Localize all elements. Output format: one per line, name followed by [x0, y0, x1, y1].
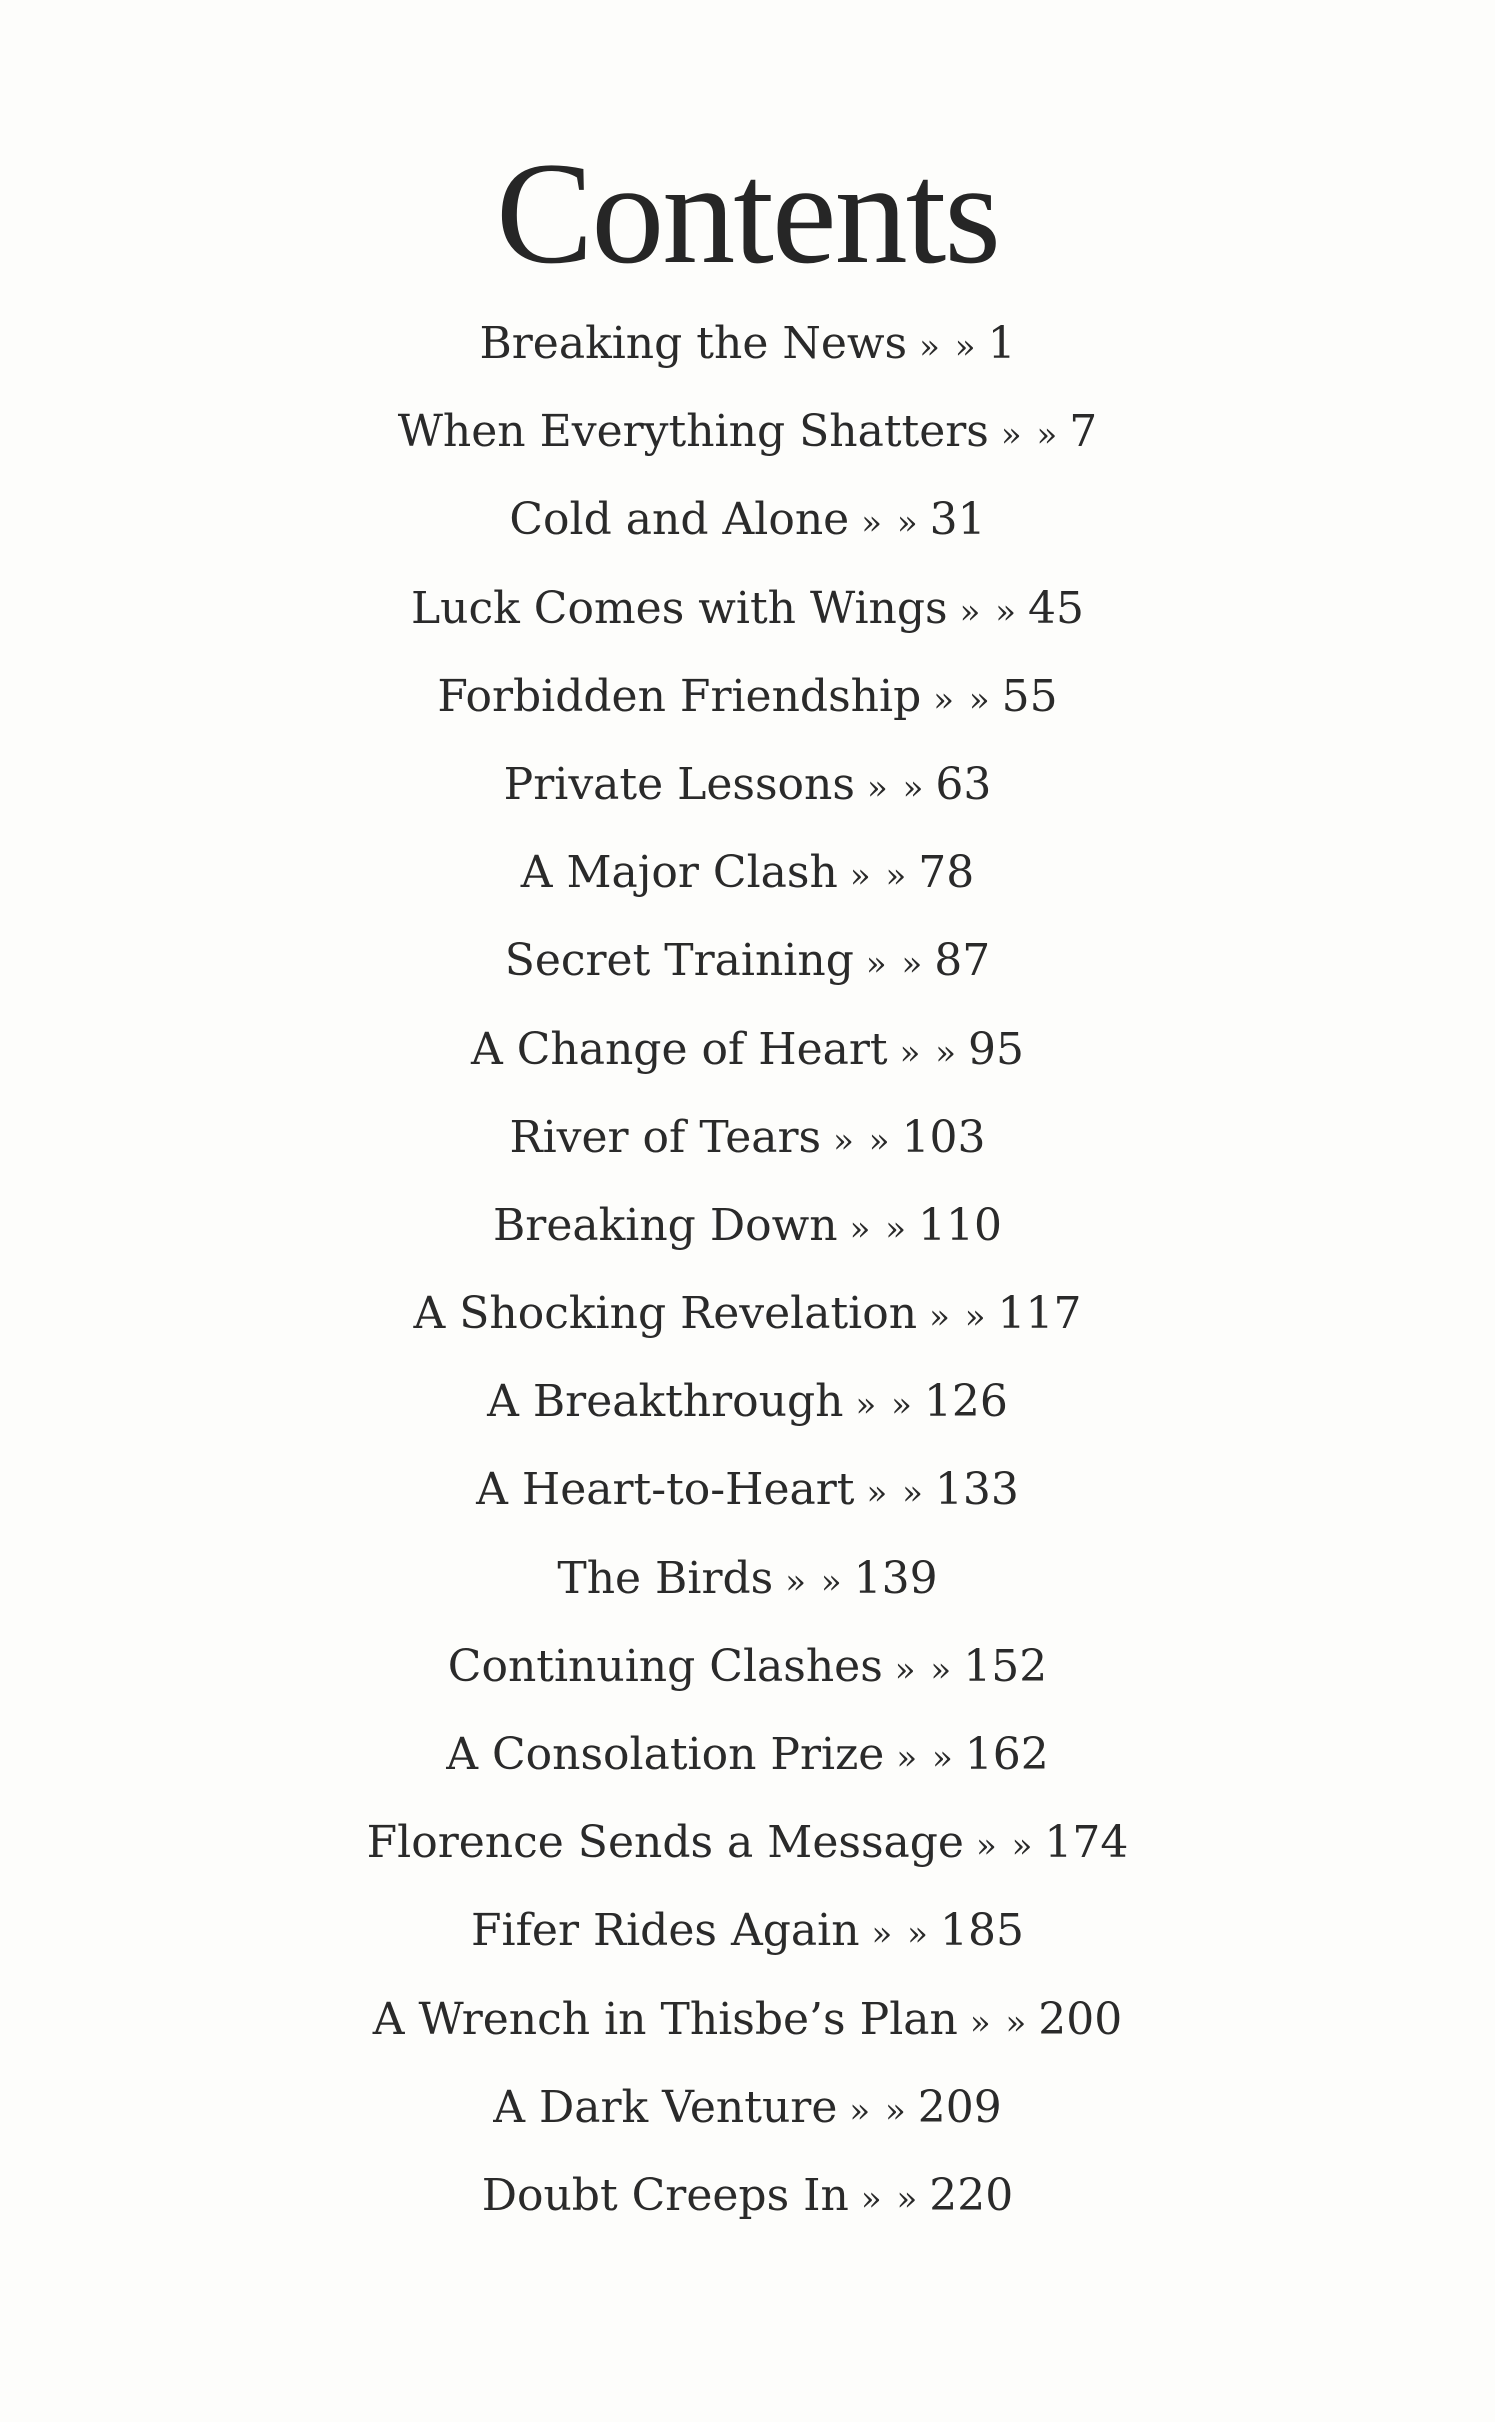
- chapter-title: Doubt Creeps In: [481, 2169, 849, 2221]
- chapter-title: A Dark Venture: [493, 2081, 838, 2133]
- page-number: 152: [963, 1640, 1048, 1692]
- chapter-title: Fifer Rides Again: [471, 1905, 860, 1957]
- toc-entry: [0, 476, 1495, 564]
- page-number: 78: [918, 847, 975, 899]
- chapter-title: Secret Training: [504, 935, 854, 987]
- page-number: 139: [853, 1552, 938, 1604]
- separator-glyph: » »: [959, 591, 1019, 632]
- toc-entry: [0, 1887, 1495, 1975]
- toc-entry: [0, 388, 1495, 476]
- separator-glyph: » »: [861, 503, 920, 544]
- toc-entry: [0, 1094, 1495, 1182]
- toc-entry: [0, 2152, 1495, 2240]
- chapter-title: Continuing Clashes: [447, 1640, 883, 1692]
- toc-entry: [0, 917, 1495, 1005]
- chapter-title: Cold and Alone: [509, 494, 850, 546]
- toc-entry: [0, 1270, 1495, 1358]
- chapter-title: A Wrench in Thisbe’s Plan: [372, 1993, 958, 2045]
- page-number: 63: [935, 758, 992, 810]
- toc-entry: [0, 300, 1495, 388]
- chapter-title: A Change of Heart: [470, 1023, 888, 1075]
- page-number: 126: [923, 1376, 1008, 1428]
- chapter-title: A Consolation Prize: [446, 1729, 885, 1780]
- toc-entry: [0, 1182, 1495, 1270]
- separator-glyph: » »: [871, 1914, 930, 1955]
- separator-glyph: » »: [860, 2178, 920, 2219]
- page-number: 1: [987, 318, 1016, 369]
- chapter-title: A Major Clash: [520, 847, 838, 899]
- page-number: 174: [1044, 1817, 1129, 1869]
- chapter-title: A Heart-to-Heart: [476, 1464, 855, 1516]
- chapter-title: Forbidden Friendship: [437, 670, 922, 722]
- page-number: 209: [917, 2081, 1002, 2133]
- separator-glyph: » »: [849, 856, 909, 897]
- separator-glyph: » »: [785, 1561, 844, 1602]
- page-number: 185: [939, 1905, 1024, 1957]
- toc-entry: [0, 741, 1495, 829]
- page-number: 133: [934, 1464, 1019, 1516]
- page-number: 110: [918, 1199, 1003, 1251]
- chapter-title: When Everything Shatters: [397, 406, 989, 458]
- chapter-title: Breaking Down: [492, 1199, 838, 1251]
- toc-entry: [0, 1358, 1495, 1446]
- separator-glyph: » »: [975, 1826, 1035, 1867]
- separator-glyph: » »: [896, 1738, 955, 1778]
- page-number: 103: [901, 1111, 986, 1163]
- toc-entry: [0, 829, 1495, 917]
- chapter-title: A Breakthrough: [487, 1376, 844, 1428]
- page-number: 220: [929, 2169, 1014, 2221]
- separator-glyph: » »: [865, 944, 925, 985]
- separator-glyph: » »: [899, 1032, 959, 1073]
- page-title: Contents: [495, 132, 1000, 294]
- separator-glyph: » »: [849, 1208, 909, 1249]
- page-number: 162: [964, 1729, 1049, 1780]
- separator-glyph: » »: [866, 767, 926, 808]
- separator-glyph: » »: [849, 2090, 908, 2131]
- chapter-title: Breaking the News: [479, 318, 908, 369]
- toc-entry: [0, 1446, 1495, 1534]
- page-number: 117: [997, 1288, 1082, 1340]
- toc-entry: [0, 2064, 1495, 2152]
- separator-glyph: » »: [855, 1385, 914, 1426]
- toc-entry: [0, 1535, 1495, 1623]
- chapter-title: Luck Comes with Wings: [410, 582, 948, 634]
- separator-glyph: » »: [894, 1649, 954, 1690]
- separator-glyph: » »: [933, 679, 992, 720]
- chapter-title: The Birds: [557, 1552, 774, 1604]
- page-number: 45: [1028, 582, 1085, 634]
- separator-glyph: » »: [866, 1473, 925, 1514]
- toc-entry: [0, 1623, 1495, 1711]
- chapter-title: River of Tears: [509, 1111, 822, 1163]
- separator-glyph: » »: [1000, 415, 1060, 456]
- toc-entry: [0, 565, 1495, 653]
- page-number: 31: [929, 494, 986, 546]
- separator-glyph: » »: [929, 1297, 988, 1338]
- toc-entry: [0, 653, 1495, 741]
- chapter-title: Florence Sends a Message: [366, 1817, 964, 1869]
- table-of-contents: [0, 300, 1495, 2240]
- page-number: 87: [934, 935, 991, 987]
- toc-entry: [0, 1006, 1495, 1094]
- separator-glyph: » »: [919, 327, 978, 367]
- toc-entry: [0, 1976, 1495, 2064]
- page-number: 55: [1001, 670, 1058, 722]
- toc-entry: [0, 1711, 1495, 1799]
- separator-glyph: » »: [969, 2002, 1029, 2043]
- chapter-title: A Shocking Revelation: [413, 1288, 918, 1340]
- toc-entry: [0, 1799, 1495, 1887]
- chapter-title: Private Lessons: [503, 758, 855, 810]
- page-number: 200: [1038, 1993, 1123, 2045]
- separator-glyph: » »: [833, 1120, 892, 1161]
- page-number: 95: [968, 1023, 1025, 1075]
- page-number: 7: [1069, 406, 1098, 458]
